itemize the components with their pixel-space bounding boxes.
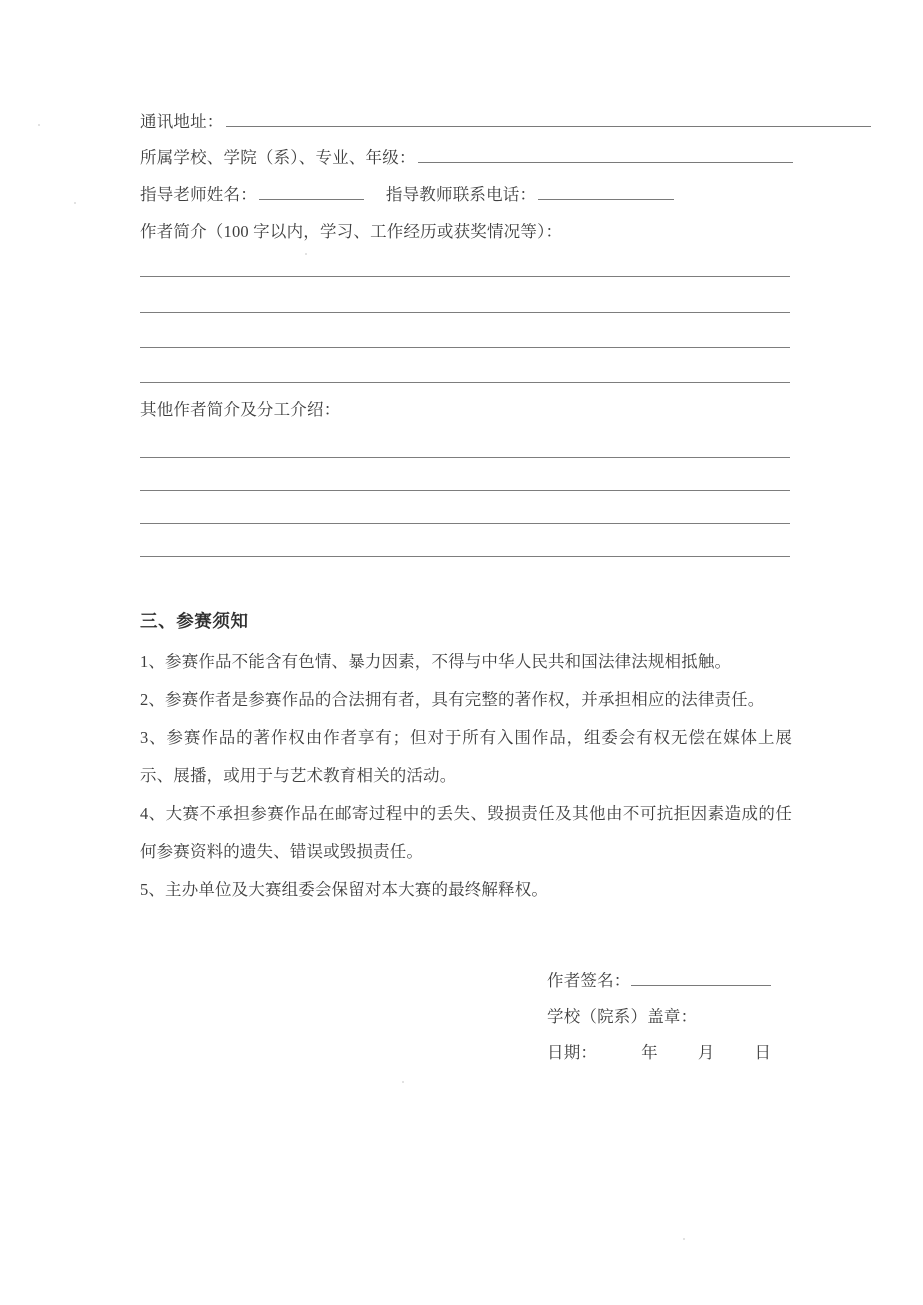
other-authors-line[interactable] [140,490,790,491]
notice-item-1: 1、参赛作品不能含有色情、暴力因素，不得与中华人民共和国法律法规相抵触。 [140,652,732,671]
signature-date-row [547,1043,771,1063]
advisor-name-label: 指导老师姓名： [140,185,257,204]
school-info-label: 所属学校、学院（系）、专业、年级： [140,148,416,167]
other-authors-line[interactable] [140,523,790,524]
signature-year-label: 年 [641,1043,658,1062]
signature-seal-row [547,1007,697,1027]
author-bio-line[interactable] [140,312,790,313]
notice-item-4: 4、大赛不承担参赛作品在邮寄过程中的丢失、毁损责任及其他由不可抗拒因素造成的任何参赛资料的遗失、错误或毁损责任。 [140,804,792,861]
advisor-name-rule[interactable] [259,186,364,200]
signature-author-label: 作者签名： [547,971,631,990]
scan-speck [305,253,307,255]
signature-author-rule[interactable] [631,972,771,986]
contact-address-rule[interactable] [226,113,871,127]
scan-speck [38,124,40,126]
author-bio-line[interactable] [140,382,790,383]
other-authors-line[interactable] [140,556,790,557]
signature-date-label: 日期： [547,1043,598,1062]
author-bio-label [140,222,562,242]
signature-seal-label: 学校（院系）盖章： [547,1007,698,1026]
notice-item-5: 5、主办单位及大赛组委会保留对本大赛的最终解释权。 [140,880,548,899]
other-authors-line[interactable] [140,457,790,458]
scan-speck [402,1081,404,1083]
author-bio-line[interactable] [140,276,790,277]
advisor-phone-label: 指导教师联系电话： [385,185,537,204]
scan-speck [74,202,76,204]
school-info-rule[interactable] [418,149,793,163]
scan-speck [683,1238,685,1240]
notice-item-3: 3、参赛作品的著作权由作者享有；但对于所有入围作品，组委会有权无偿在媒体上展示、展播，或用于与艺术教育相关的活动。 [140,728,792,785]
notice-heading: 三、参赛须知 [140,611,249,631]
author-bio-label-text: 作者简介（100 字以内，学习、工作经历或获奖情况等）： [140,222,563,241]
contact-address-label: 通讯地址： [140,112,224,131]
author-bio-line[interactable] [140,347,790,348]
advisor-phone-rule[interactable] [538,186,674,200]
field-contact-address [140,112,871,132]
other-authors-label-text: 其他作者简介及分工介绍： [140,400,341,419]
signature-author-row [547,971,771,991]
field-school-info [140,148,793,168]
signature-day-label: 日 [754,1043,772,1062]
signature-month-label: 月 [697,1043,715,1062]
field-advisor [140,185,674,205]
notice-item-2: 2、参赛作者是参赛作品的合法拥有者，具有完整的著作权，并承担相应的法律责任。 [140,690,765,709]
other-authors-label [140,400,340,420]
